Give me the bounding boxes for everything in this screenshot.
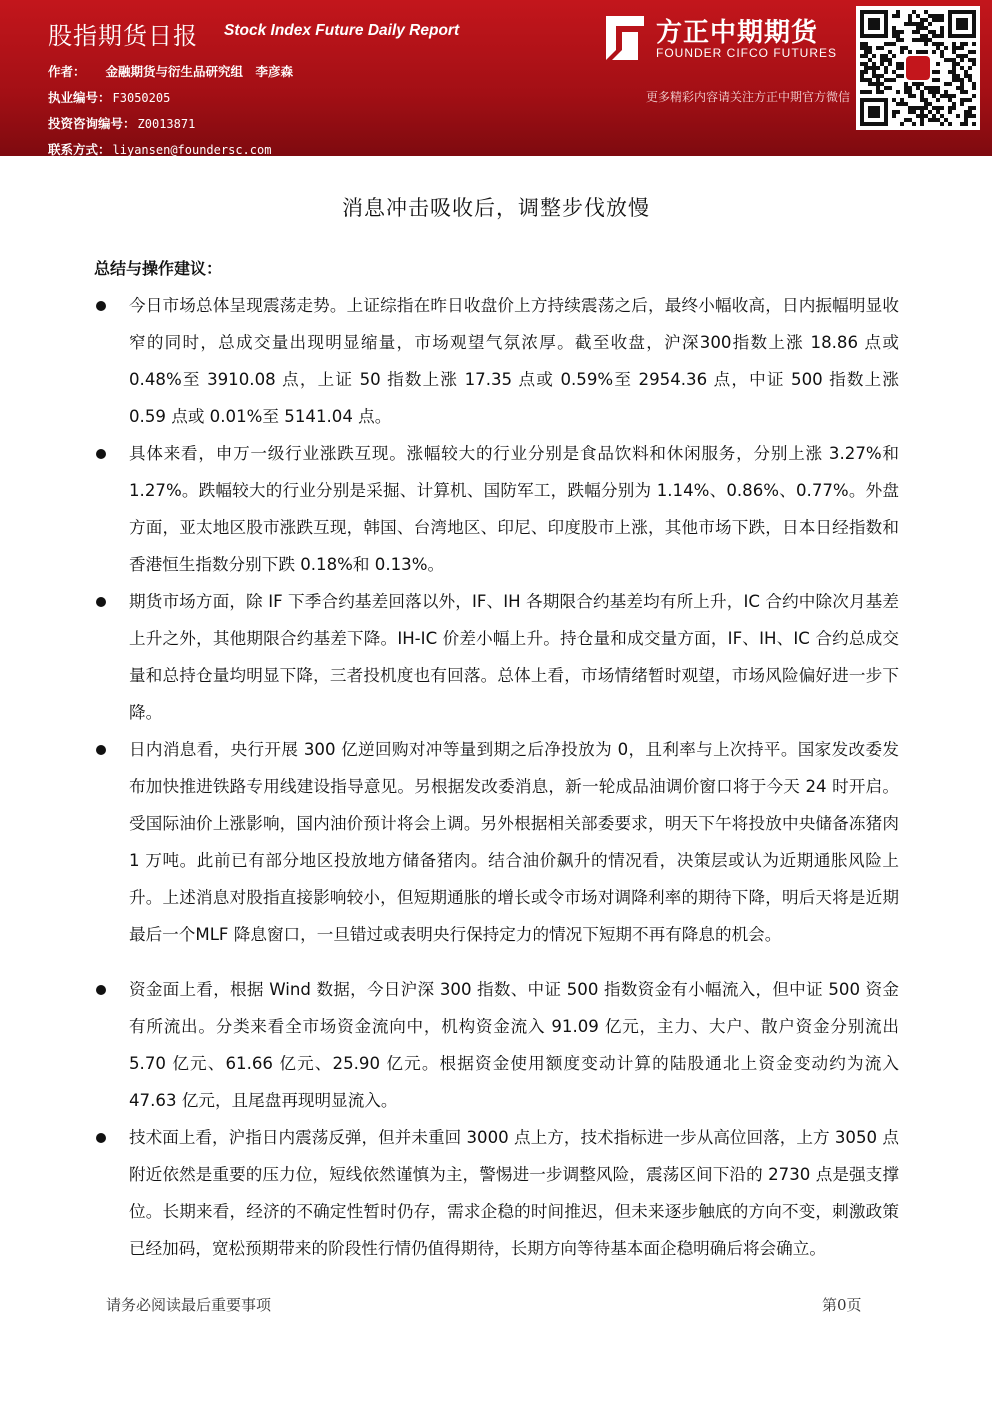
company-logo: [598, 12, 852, 62]
list-item-text: 今日市场总体呈现震荡走势。上证综指在昨日收盘价上方持续震荡之后，最终小幅收高，日内振幅明显收窄的同时，总成交量出现明显缩量，市场观望气氛浓厚。截至收盘，沪深300指数上涨 18.86 点或 0.48%至 3910.08 点，上证 50 指数上涨 17.35 点或 0.59%至 2954.36 点，中证 500 指数上涨 0.59 点或 0.01%至 5141.04 点。: [129, 296, 899, 426]
contact-label: 联系方式：: [48, 142, 111, 157]
author-row: [48, 62, 293, 80]
wechat-follow-tip: 更多精彩内容请关注方正中期官方微信: [645, 90, 850, 104]
list-item: [94, 287, 899, 435]
list-item-text: 资金面上看，根据 Wind 数据，今日沪深 300 指数、中证 500 指数资金有小幅流入，但中证 500 资金有所流出。分类来看全市场资金流向中，机构资金流入 91.09 亿元，主力、大户、散户资金分别流出 5.70 亿元、61.66 亿元、25.90 亿元。根据资金使用额度变动计算的陆股通北上资金变动约为流入 47.63 亿元，且尾盘再现明显流入。: [129, 980, 899, 1110]
report-title-en: Stock Index Future Daily Report: [224, 22, 460, 39]
bullet-dot-icon: [96, 745, 106, 755]
list-item: [94, 971, 899, 1119]
footer-notice: 请务必阅读最后重要事项: [106, 1296, 272, 1314]
advisory-label: 投资咨询编号：: [48, 116, 136, 131]
contact-email-link[interactable]: liyansen@foundersc.com: [112, 143, 272, 157]
document-title: 消息冲击吸收后，调整步伐放慢: [342, 196, 650, 220]
list-item-text: 具体来看，申万一级行业涨跌互现。涨幅较大的行业分别是食品饮料和休闲服务，分别上涨 3.27%和 1.27%。跌幅较大的行业分别是采掘、计算机、国防军工，跌幅分别为 1.14%、0.86%、0.77%。外盘方面，亚太地区股市涨跌互现，韩国、台湾地区、印尼、印度股市上涨，其他市场下跌，日本日经指数和香港恒生指数分别下跌 0.18%和 0.13%。: [129, 444, 899, 574]
logo-english-name: FOUNDER CIFCO FUTURES: [656, 46, 837, 60]
license-label: 执业编号：: [48, 90, 111, 105]
founder-logo-icon: [598, 14, 646, 62]
report-title: 股指期货日报: [48, 22, 198, 50]
section-heading: 总结与操作建议：: [94, 259, 223, 278]
list-item: [94, 1119, 899, 1267]
bullet-dot-icon: [96, 985, 106, 995]
license-row: [48, 88, 170, 106]
advisory-row: [48, 114, 195, 132]
list-item-text: 技术面上看，沪指日内震荡反弹，但并未重回 3000 点上方，技术指标进一步从高位回落，上方 3050 点附近依然是重要的压力位，短线依然谨慎为主，警惕进一步调整风险，震荡区间下沿的 2730 点是强支撑位。长期来看，经济的不确定性暂时仍存，需求企稳的时间推迟，但未来逐步触底的方向不变，刺激政策已经加码，宽松预期带来的阶段性行情仍值得期待，长期方向等待基本面企稳明确后将会确立。: [129, 1128, 899, 1258]
list-item: [94, 435, 899, 583]
logo-chinese-name: 方正中期期货: [656, 18, 819, 48]
author-value: 金融期货与衍生品研究组 李彦森: [105, 64, 294, 79]
contact-row: [48, 140, 271, 158]
bullet-dot-icon: [96, 597, 106, 607]
author-label: 作者：: [48, 64, 86, 79]
report-header: [0, 0, 992, 156]
bullet-dot-icon: [96, 1133, 106, 1143]
bullet-dot-icon: [96, 301, 106, 311]
wechat-qr-code-icon: [856, 6, 980, 130]
list-item: [94, 731, 899, 971]
advisory-value: Z0013871: [137, 117, 196, 131]
summary-list: [94, 287, 899, 1267]
bullet-dot-icon: [96, 449, 106, 459]
list-item-text: 日内消息看，央行开展 300 亿逆回购对冲等量到期之后净投放为 0，且利率与上次持平。国家发改委发布加快推进铁路专用线建设指导意见。另根据发改委消息，新一轮成品油调价窗口将于今天 24 时开启。受国际油价上涨影响，国内油价预计将会上调。另外根据相关部委要求，明天下午将投放中央储备冻猪肉 1 万吨。此前已有部分地区投放地方储备猪肉。结合油价飙升的情况看，决策层或认为近期通胀风险上升。上述消息对股指直接影响较小，但短期通胀的增长或令市场对调降利率的期待下降，明后天将是近期最后一个MLF 降息窗口，一旦错过或表明央行保持定力的情况下短期不再有降息的机会。: [129, 740, 899, 944]
list-item-text: 期货市场方面，除 IF 下季合约基差回落以外，IF、IH 各期限合约基差均有所上升，IC 合约中除次月基差上升之外，其他期限合约基差下降。IH-IC 价差小幅上升。持仓量和成交量方面，IF、IH、IC 合约总成交量和总持仓量均明显下降，三者投机度也有回落。总体上看，市场情绪暂时观望，市场风险偏好进一步下降。: [129, 592, 899, 722]
license-value: F3050205: [112, 91, 171, 105]
page-number: 第0页: [822, 1296, 862, 1314]
list-item: [94, 583, 899, 731]
